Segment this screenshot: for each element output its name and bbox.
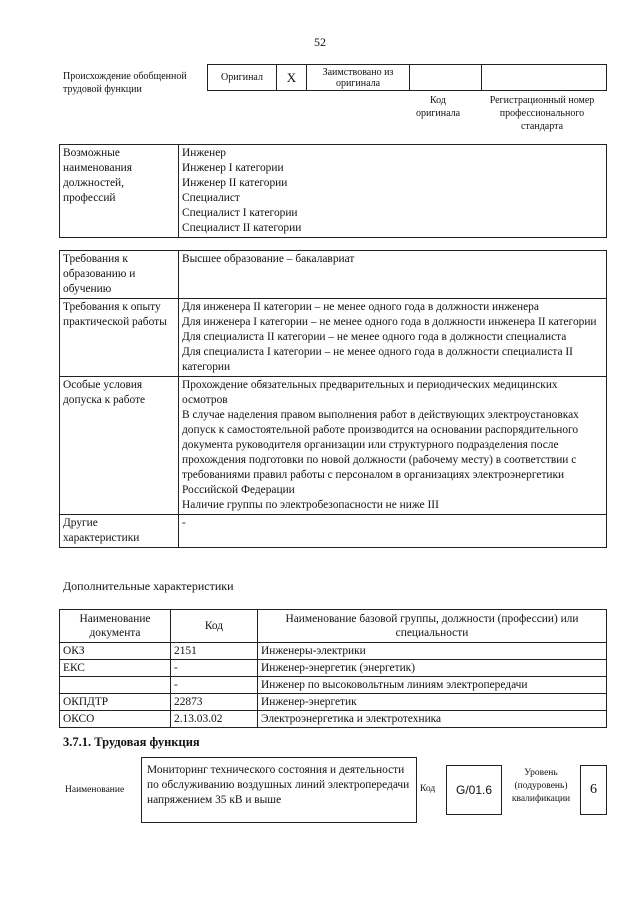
positions-table: [59, 144, 607, 238]
cell-code: -: [171, 660, 258, 677]
other-label: Другие характеристики: [60, 515, 179, 548]
position-item: Специалист: [182, 192, 240, 204]
origin-reg-caption: Регистрационный номер профессионального стандарта: [489, 95, 595, 132]
additional-title: Дополнительные характеристики: [63, 579, 234, 593]
table-row: [60, 660, 607, 677]
table-row: [60, 643, 607, 660]
page-number: 52: [314, 35, 326, 49]
cell-document: ОКЗ: [60, 643, 171, 660]
special-line: Наличие группы по электробезопасности не ниже III: [182, 499, 439, 511]
cell-document: ЕКС: [60, 660, 171, 677]
function-name-label: Наименование: [65, 785, 125, 795]
cell-group: Инженер-энергетик (энергетик): [258, 660, 607, 677]
origin-code-cell: [409, 65, 481, 90]
special-line: В случае наделения правом выполнения работ в действующих электроустановках допуск к самостоятельной работе производится на основании распорядительного документа руководителя организации или структурного подразделения после прохождения подготовки по новой должности (рабочему месту) в соответствии с требованиями правил работы с персоналом в организациях электроэнергетики Российской Федерации: [182, 409, 579, 496]
cell-code: 2151: [171, 643, 258, 660]
header-code: Код: [171, 610, 258, 643]
experience-line: Для инженера I категории – не менее одного года в должности инженера II категории: [182, 316, 597, 328]
position-item: Инженер: [182, 147, 226, 159]
other-value: -: [179, 515, 607, 548]
function-code-value: G/01.6: [446, 765, 502, 815]
cell-document: ОКПДТР: [60, 694, 171, 711]
cell-code: 22873: [171, 694, 258, 711]
origin-original: Оригинал: [221, 72, 263, 83]
special-value: [179, 377, 607, 515]
header-group: Наименование базовой группы, должности (профессии) или специальности: [258, 610, 607, 643]
function-level-value: 6: [580, 765, 607, 815]
cell-group: Инженеры-электрики: [258, 643, 607, 660]
cell-group: Электроэнергетика и электротехника: [258, 711, 607, 728]
cell-code: 2.13.03.02: [171, 711, 258, 728]
origin-mark: X: [276, 65, 306, 90]
position-item: Специалист I категории: [182, 207, 298, 219]
cell-document: [60, 677, 171, 694]
education-value: Высшее образование – бакалавриат: [179, 251, 607, 299]
special-line: Прохождение обязательных предварительных и периодических медицинских осмотров: [182, 379, 558, 406]
special-label: Особые условия допуска к работе: [60, 377, 179, 515]
origin-reg-cell: [481, 65, 608, 90]
origin-label: Происхождение обобщенной трудовой функции: [63, 71, 187, 95]
function-level-label: Уровень (подуровень) квалификации: [511, 768, 571, 804]
education-label: Требования к образованию и обучению: [60, 251, 179, 299]
positions-list: [179, 145, 607, 238]
experience-line: Для специалиста II категории – не менее одного года в должности специалиста: [182, 331, 567, 343]
header-document: Наименование документа: [60, 610, 171, 643]
requirements-table: [59, 250, 607, 548]
position-item: Специалист II категории: [182, 222, 302, 234]
additional-table: [59, 609, 607, 728]
origin-box: [207, 64, 607, 91]
positions-label: Возможные наименования должностей, профессий: [60, 145, 179, 238]
table-row: [60, 677, 607, 694]
experience-line: Для инженера II категории – не менее одного года в должности инженера: [182, 301, 539, 313]
cell-code: -: [171, 677, 258, 694]
experience-line: Для специалиста I категории – не менее одного года в должности специалиста II категории: [182, 346, 573, 373]
experience-label: Требования к опыту практической работы: [60, 299, 179, 377]
origin-code-caption: Код оригинала: [415, 95, 461, 119]
position-item: Инженер II категории: [182, 177, 288, 189]
position-item: Инженер I категории: [182, 162, 284, 174]
function-name-value: Мониторинг технического состояния и деятельности по обслуживанию воздушных линий электропередачи напряжением 35 кВ и выше: [141, 757, 417, 823]
cell-document: ОКСО: [60, 711, 171, 728]
function-code-label: Код: [420, 784, 436, 794]
cell-group: Инженер по высоковольтным линиям электропередачи: [258, 677, 607, 694]
origin-borrowed: Заимствовано из оригинала: [306, 65, 409, 90]
section-title: 3.7.1. Трудовая функция: [63, 735, 200, 749]
table-row: [60, 711, 607, 728]
table-row: [60, 694, 607, 711]
experience-value: [179, 299, 607, 377]
cell-group: Инженер-энергетик: [258, 694, 607, 711]
